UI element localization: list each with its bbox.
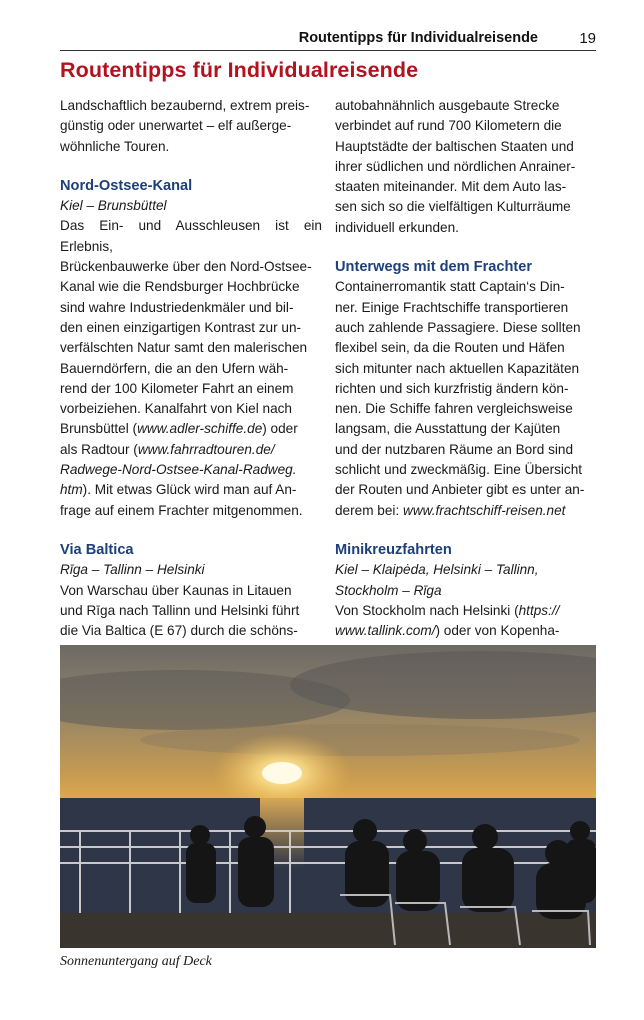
sun-core [262,762,302,784]
route-nord-ostsee-kanal: Kiel – Brunsbüttel [60,198,167,214]
page-number: 19 [579,30,596,47]
route-via-baltica: Rīga – Tallinn – Helsinki [60,562,205,578]
link-fahrradtouren-part3[interactable]: htm [60,482,83,498]
paragraph-nord-ostsee-kanal: Das Ein- und Ausschleusen ist ein Erlebnis, Brückenbauwerke über den Nord-Ostsee- Kanal wie die Rendsburger Hochbrücke sind wahre Industriedenkmäler und bil- den einen einzigartigen Kontrast zur un- verfälschten Natur samt den malerischen Bauerndörfern, die an den Ufern wäh- rend der 100 Kilometer Fahrt an einem vorbeiziehen. Kanalfahrt von Kiel nach Brunsbüttel (www.adler-schiffe.de) oder als Radtour (www.fahrradtouren.de/ Radwege-Nord-Ostsee-Kanal-Radweg. htm). Mit etwas Glück wird man auf An- frage auf einem Frachter mitgenommen. [60,218,322,518]
section-title-nord-ostsee-kanal: Nord-Ostsee-Kanal [60,177,193,194]
link-tallink-part2[interactable]: www.tallink.com/ [335,623,436,639]
link-tallink-part1[interactable]: https:// [518,602,560,618]
photo-caption: Sonnenuntergang auf Deck [60,954,212,969]
sunset-photo-illustration [60,645,596,948]
section-title-via-baltica: Via Baltica [60,541,134,558]
paragraph-via-baltica-continued: autobahnähnlich ausgebaute Strecke verbindet auf rund 700 Kilometern die Hauptstädte der baltischen Staaten und ihrer südlichen und nördlichen Anrainer- staaten miteinander. Mit dem Auto las- sen sich so die vielfältigen Kulturräume individuell erkunden. [335,98,576,235]
link-frachtschiff-reisen[interactable]: www.frachtschiff-reisen.net [403,502,566,518]
route-minikreuzfahrten: Kiel – Klaipėda, Helsinki – Tallinn, Stockholm – Rīga [335,562,539,598]
paragraph-frachter: Containerromantik statt Captain‘s Din- ner. Einige Frachtschiffe transportieren auch zahlende Passagiere. Diese sollten flexibel sein, da die Routen und Häfen sich mitunter nach aktuellen Kapazitäten richten und sich kurzfristig ändern kön- nen. Die Schiffe fahren vergleichsweise langsam, die Ausstattung der Kajüten und der nutzbaren Räume an Bord sind schlicht und zweckmäßig. Eine Übersicht der Routen und Anbieter gibt es unter an- derem bei: www.frachtschiff-reisen.net [335,279,585,518]
paragraph-via-baltica: Von Warschau über Kaunas in Litauen und Rīga nach Tallinn und Helsinki führt die Via Baltica (E 67) durch die schöns- [60,582,300,639]
link-fahrradtouren-part2[interactable]: Radwege-Nord-Ostsee-Kanal-Radweg. [60,462,297,478]
left-column [60,96,322,662]
running-title: Routentipps für Individualreisende [298,30,538,46]
section-title-minikreuzfahrten: Minikreuzfahrten [335,541,452,558]
link-adler-schiffe[interactable]: www.adler-schiffe.de [137,421,263,437]
running-header [60,30,596,51]
right-column [335,96,597,641]
intro-paragraph: Landschaftlich bezaubernd, extrem preis- günstig oder unerwartet – elf außerge- wöhnliche Touren. [60,98,310,154]
cloud [140,724,580,756]
paragraph-minikreuzfahrten: Von Stockholm nach Helsinki (https:// www.tallink.com/) oder von Kopenha- [335,602,560,639]
sunset-photo [60,645,596,948]
section-title-frachter: Unterwegs mit dem Frachter [335,259,533,276]
link-fahrradtouren-part1[interactable]: www.fahrradtouren.de/ [137,441,275,457]
chapter-title: Routentipps für Individualreisende [60,58,419,82]
